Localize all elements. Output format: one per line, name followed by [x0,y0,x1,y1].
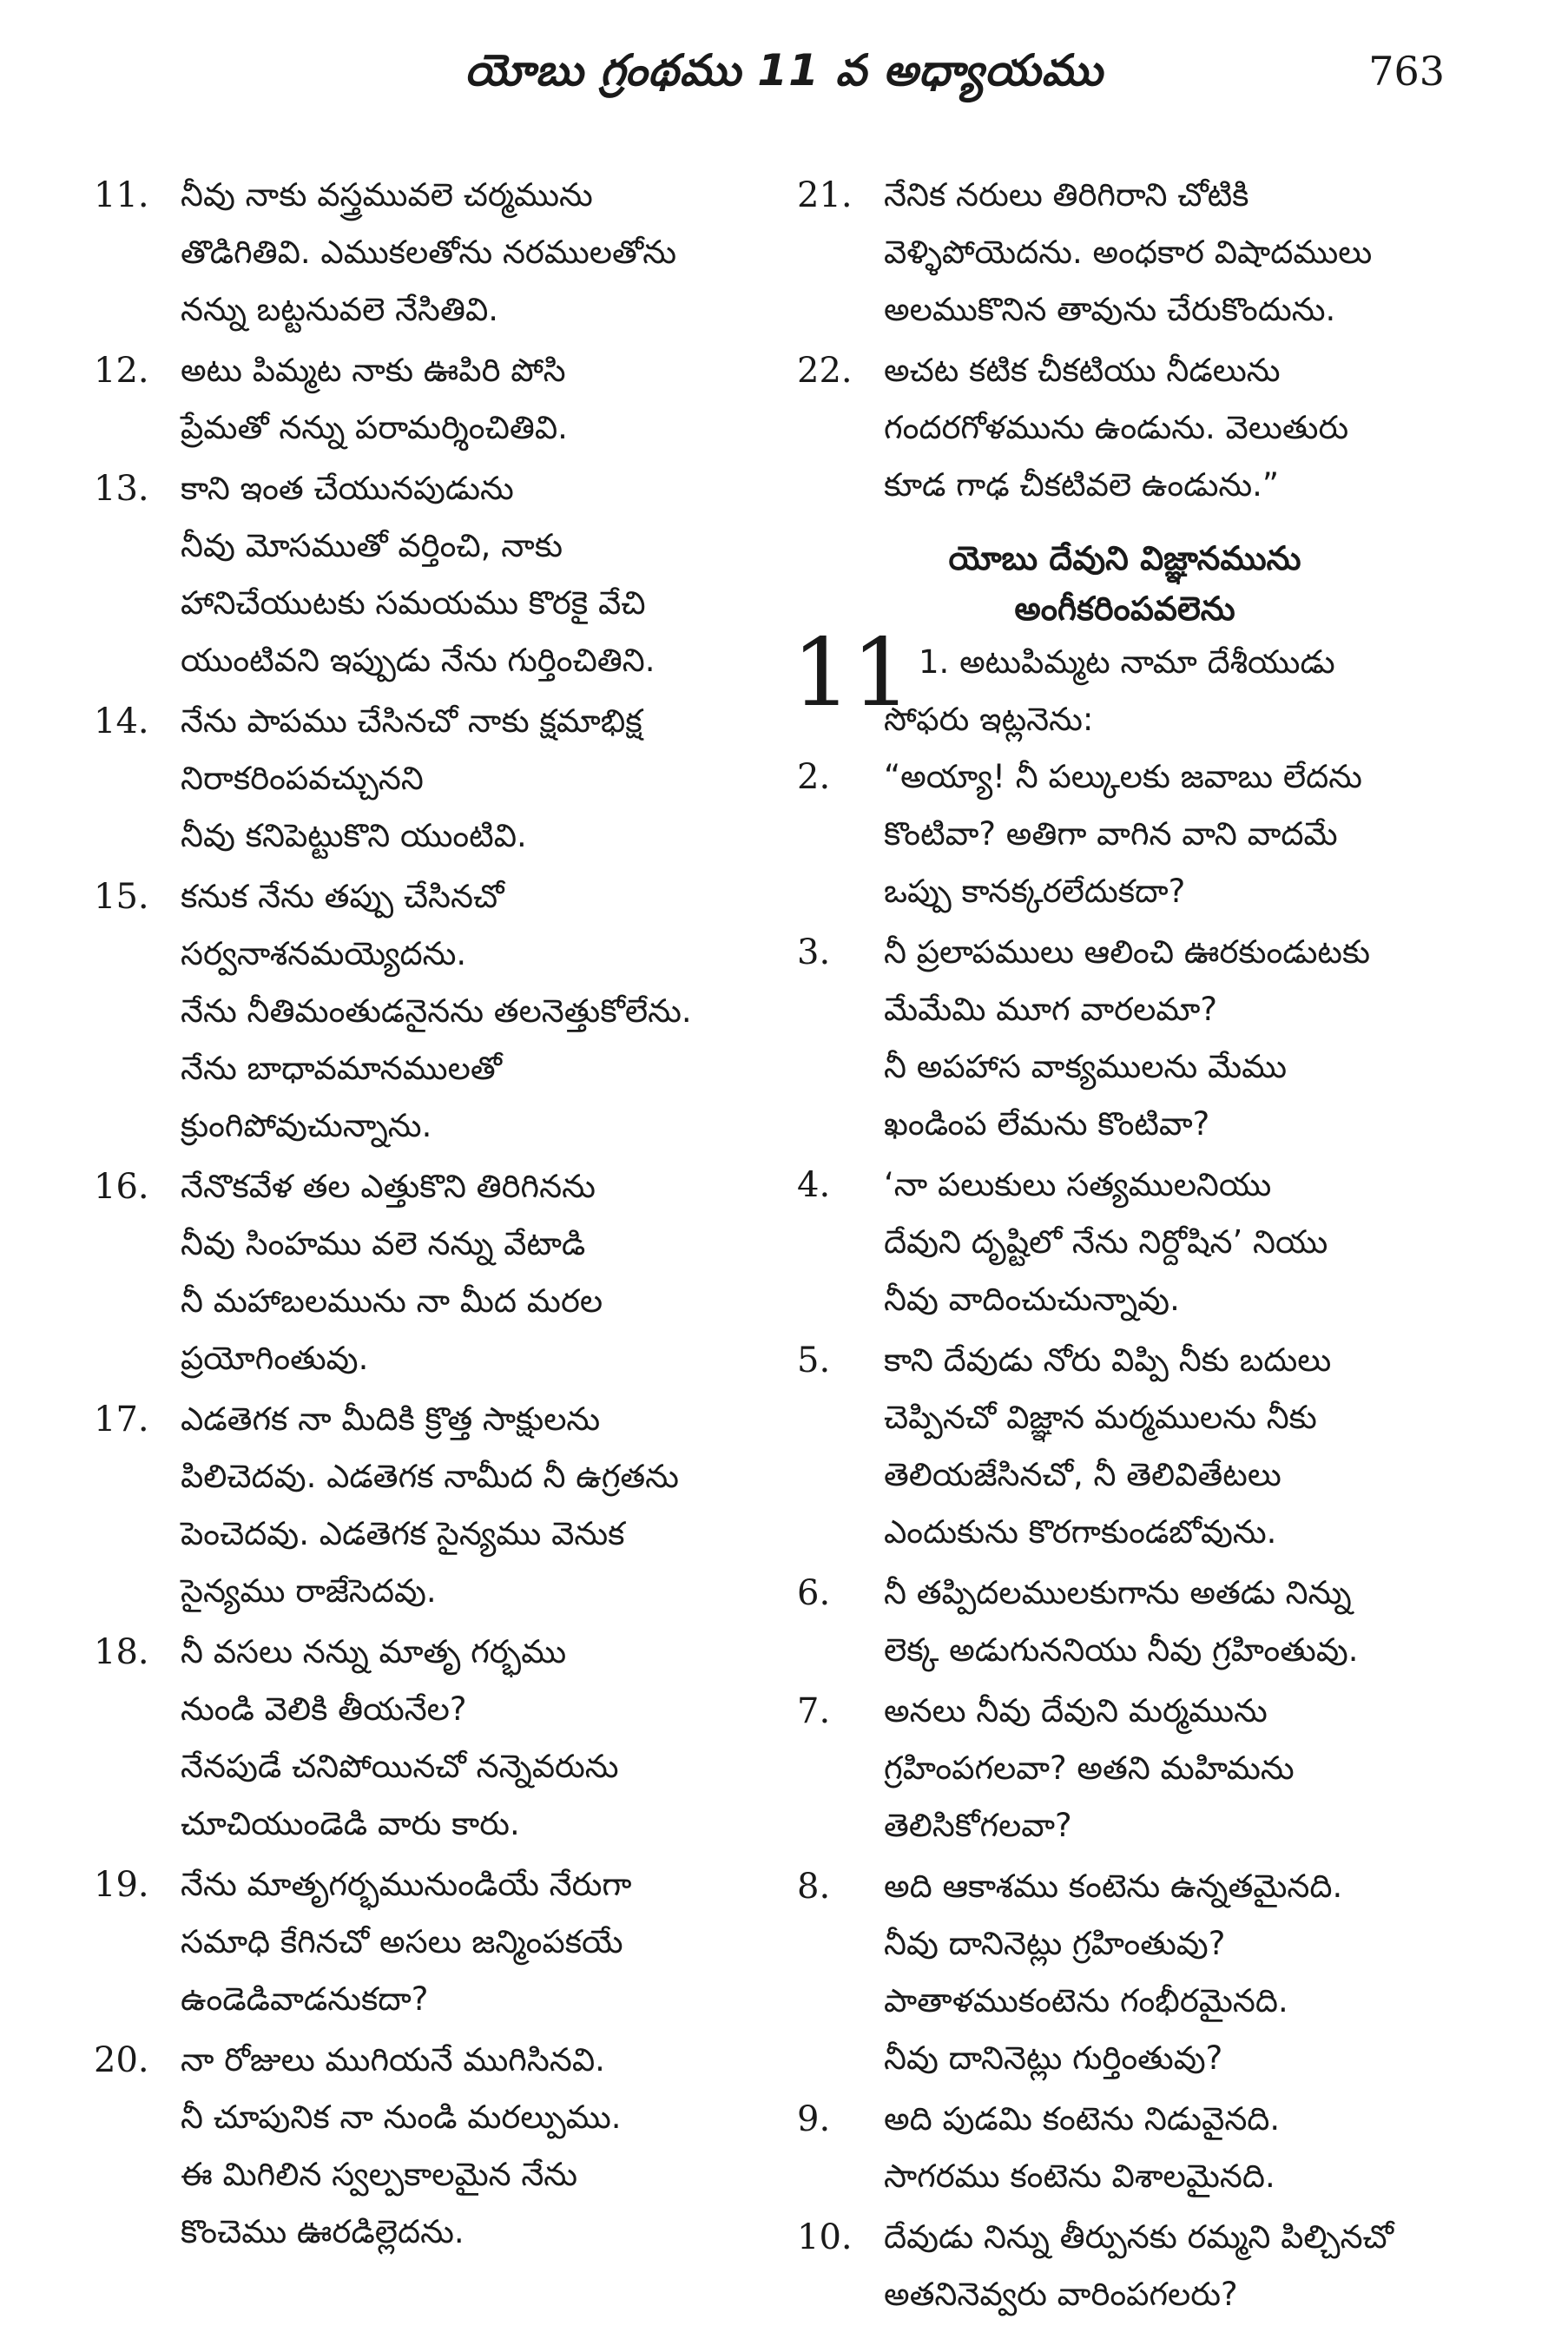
verse-line: ఈ మిగిలిన స్వల్పకాలమైన నేను [181,2156,578,2193]
verse-line: నా రోజులు ముగియనే ముగిసినవి. [181,2041,605,2079]
verse-line: అలముకొనిన తావును చేరుకొందును. [884,291,1336,328]
verse-number: 10. [797,2217,853,2257]
verse-line: ఎడతెగక నా మీదికి క్రొత్త సాక్షులను [181,1400,601,1438]
verse-line: పిలిచెదవు. ఎడతెగక నామీద నీ ఉగ్రతను [181,1458,679,1495]
verse-line: అనలు నీవు దేవుని మర్మమును [884,1692,1268,1729]
verse [797,167,1453,339]
verse-number: 16. [94,1167,149,1207]
verse-line: నిరాకరింపవచ్చునని [181,760,424,797]
left-column [94,167,749,2264]
verse-line: కూడ గాఢ చీకటివలె ఉండును.” [884,466,1280,504]
verse-line: చెప్పినచో విజ్ఞాన మర్మములను నీకు [884,1399,1317,1436]
verse-line: నన్ను బట్టనువలె నేసితివి. [181,291,499,328]
verse-line: నీ అపహాస వాక్యములను మేము [884,1048,1288,1085]
verse-line: తెలిసికోగలవా? [884,1807,1072,1844]
verse-line: నీవు నాకు వస్త్రమువలె చర్మమును [181,176,593,214]
verse [797,1332,1453,1561]
verse-line: నేనపుడే చనిపోయినచో నన్నెవరును [181,1748,619,1785]
running-title: యోబు గ్రంథము 11 వ అధ్యాయము [464,45,1104,96]
verse-line: గందరగోళమును ఉండును. వెలుతురు [884,409,1349,446]
verse-line: నేను పాపము చేసినచో నాకు క్షమాభిక్ష [181,702,642,740]
verse-line: ఒప్పు కానక్కరలేదుకదా? [884,873,1186,910]
verse-line: సాగరము కంటెను విశాలమైనది. [884,2158,1275,2195]
verse-line: అతనినెవ్వరు వారింపగలరు? [884,2276,1238,2313]
verse-number: 13. [94,469,149,509]
verse-line: నీవు దానినెట్లు గుర్తింతువు? [884,2039,1223,2077]
verse-line: “అయ్యా! నీ పల్కులకు జవాబు లేదను [884,758,1362,795]
verse-line: మేమేమి మూగ వారలమా? [884,991,1218,1028]
verse-line: పాతాళముకంటెను గంభీరమైనది. [884,1982,1288,2019]
chapter-start [792,619,1453,748]
right-column [792,167,1453,2327]
verse [797,1565,1453,1679]
verse-line: నీ వసలు నన్ను మాతృ గర్భము [181,1633,567,1670]
verse-line: అది పుడమి కంటెను నిడువైనది. [884,2100,1281,2138]
verse-line: నీవు కనిపెట్టుకొని యుంటివి. [181,817,527,854]
verse-line: నీవు వాదించుచున్నావు. [884,1281,1180,1318]
verse-line: ‘నా పలుకులు సత్యములనియు [884,1166,1272,1203]
verse-line: దేవుని దృష్టిలో నేను నిర్దోషిన’ నియు [884,1223,1328,1261]
verse-line: నేను బాధావమానములతో [181,1050,502,1087]
verse-line: నేనొకవేళ తల ఎత్తుకొని తిరిగినను [181,1168,596,1205]
verse [94,1158,749,1387]
verse-line: క్రుంగిపోవుచున్నాను. [181,1107,432,1144]
verse-line: నీ చూపునిక నా నుండి మరల్పుము. [181,2098,622,2136]
section-heading-line: అంగీకరింపవలెను [1014,590,1235,628]
verse-number: 20. [94,2040,149,2080]
chapter-number: 11 [792,619,912,728]
verse [94,2032,749,2261]
verse-line: సమాధి కేగినచో అసలు జన్మింపకయే [181,1923,623,1960]
verse [94,1856,749,2028]
verse-line: నీవు మోసముతో వర్తించి, నాకు [181,527,563,564]
verse-line: నీ తప్పిదలములకుగాను అతడు నిన్ను [884,1574,1352,1611]
verse-number: 6. [797,1573,831,1613]
verse-number: 9. [797,2099,831,2139]
verse-line: అది ఆకాశము కంటెను ఉన్నతమైనది. [884,1868,1343,1905]
verse-number: 5. [797,1341,831,1380]
verse [94,167,749,339]
verse [94,1624,749,1853]
page-number: 763 [1368,48,1445,95]
verse-line: సైన్యము రాజేసెదవు. [181,1572,437,1610]
verse-line: కాని దేవుడు నోరు విప్పి నీకు బదులు [884,1341,1332,1379]
verse-line: తెలియజేసినచో, నీ తెలివితేటలు [884,1456,1281,1493]
verse-line: తొడిగితివి. ఎముకలతోను నరములతోను [181,234,677,271]
verse [94,868,749,1155]
verse-line: దేవుడు నిన్ను తీర్పునకు రమ్మని పిల్చినచో [884,2218,1394,2256]
verse-line: అచట కటిక చీకటియు నీడలును [884,352,1281,389]
verse [797,2091,1453,2205]
verse-line: 1. అటుపిమ్మట నామా దేశీయుడు [919,643,1335,681]
verse-number: 11. [94,175,149,215]
verse [94,342,749,457]
verse-line: కనుక నేను తప్పు చేసినచో [181,878,504,915]
verse [797,1683,1453,1855]
verse-line: కొంటివా? అతిగా వాగిన వాని వాదమే [884,815,1338,853]
right-verses-bottom [797,748,1453,2323]
verse-line: నేనిక నరులు తిరిగిరాని చోటికి [884,176,1249,214]
verse-line: కొంచెము ఊరడిల్లెదను. [181,2213,464,2250]
verse-number: 22. [797,351,853,391]
verse-line: గ్రహింపగలవా? అతని మహిమను [884,1749,1295,1787]
verse-line: సోఫరు ఇట్లనెను: [884,701,1094,738]
verse-line: ఖండింప లేమను కొంటివా? [884,1105,1210,1143]
verse-line: నీ మహాబలమును నా మీద మరల [181,1282,603,1320]
verse-number: 14. [94,702,149,741]
verse-number: 19. [94,1865,149,1905]
verse-line: పెంచెదవు. ఎడతెగక సైన్యము వెనుక [181,1515,625,1552]
section-heading-line: యోబు దేవుని విజ్ఞానమును [948,539,1301,577]
verse [797,1156,1453,1328]
verse-line: నీవు సింహము వలె నన్ను వేటాడి [181,1225,586,1262]
verse-line: నీ ప్రలాపములు ఆలించి ఊరకుండుటకు [884,933,1371,971]
verse-line: కాని ఇంత చేయునపుడును [181,470,514,507]
verse-line: యుంటివని ఇప్పుడు నేను గుర్తించితిని. [181,642,656,679]
verse-line: చూచియుండెడి వారు కారు. [181,1805,520,1842]
verse-line: నేను నీతిమంతుడనైనను తలనెత్తుకోలేను. [181,992,692,1030]
verse [797,924,1453,1153]
right-verses-top [797,167,1453,514]
verse-line: సర్వనాశనమయ్యెదను. [181,935,467,972]
verse-number: 4. [797,1165,831,1205]
verse [94,693,749,865]
verse-number: 21. [797,175,853,215]
verse-line: వెళ్ళిపోయెదను. అంధకార విషాదములు [884,234,1373,271]
verse-number: 17. [94,1400,149,1440]
verse-line: నేను మాతృగర్భమునుండియే నేరుగా [181,1866,632,1903]
verse [94,1391,749,1620]
page-header [0,0,1568,130]
verse-number: 2. [797,757,831,797]
verse-line: హానిచేయుటకు సమయము కొరకై వేచి [181,584,646,622]
verse-number: 3. [797,932,831,972]
verse-line: ఎందుకును కొరగాకుండబోవును. [884,1513,1277,1551]
verse-line: అటు పిమ్మట నాకు ఊపిరి పోసి [181,352,566,389]
verse-line: ప్రేమతో నన్ను పరామర్శించితివి. [181,409,568,446]
verse [797,1858,1453,2087]
verse-number: 18. [94,1632,149,1672]
verse [797,2209,1453,2323]
verse-line: ఉండెడివాడనుకదా? [181,1980,429,2018]
verse-number: 15. [94,877,149,917]
verse [797,748,1453,920]
verse-number: 7. [797,1691,831,1731]
verse-line: నీవు దానినెట్లు గ్రహింతువు? [884,1925,1226,1962]
verse-number: 12. [94,351,149,391]
verse [94,460,749,689]
verse-line: నుండి వెలికి తీయనేల? [181,1690,467,1728]
verse-number: 8. [797,1867,831,1907]
verse-line: లెక్క అడుగుననియు నీవు గ్రహింతువు. [884,1631,1359,1669]
verse-line: ప్రయోగింతువు. [181,1340,369,1377]
verse [797,342,1453,514]
